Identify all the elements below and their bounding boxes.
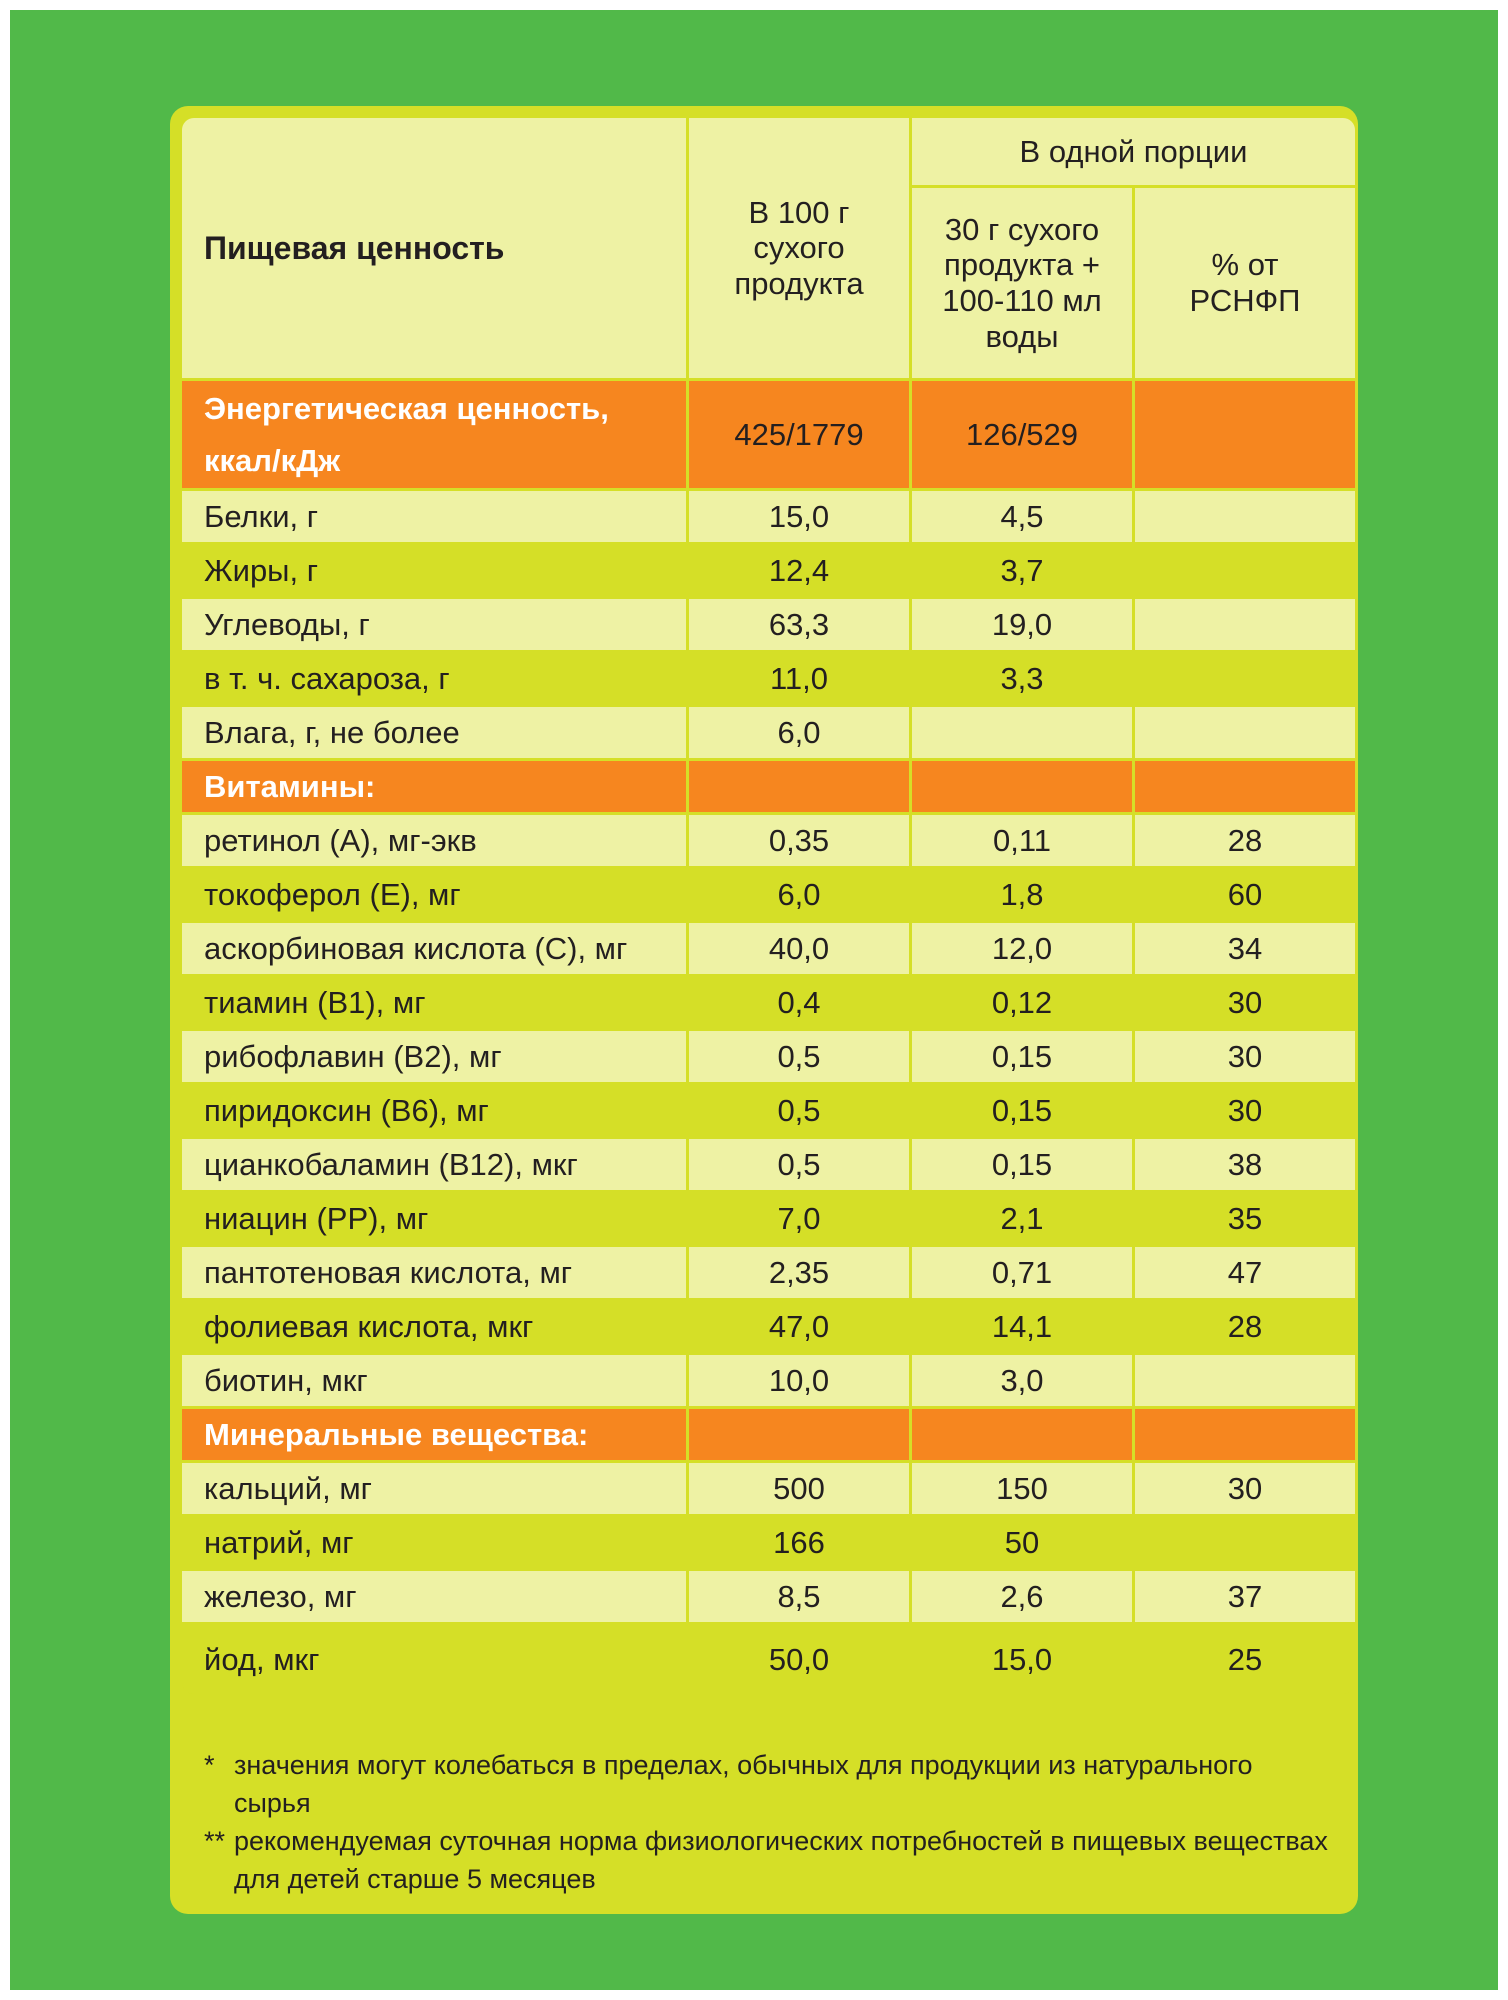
nutrient-name: ниацин (РР), мг <box>182 1193 686 1244</box>
nutrient-name: ретинол (А), мг-экв <box>182 815 686 866</box>
header-percent-rsnfp <box>1135 188 1355 378</box>
header-nutrition-value: Пищевая ценность <box>182 118 686 378</box>
value-per-100g: 50,0 <box>689 1625 909 1694</box>
value-per-100g: 47,0 <box>689 1301 909 1352</box>
value-percent-rsnfp <box>1135 1409 1355 1460</box>
footnote-mark: * <box>204 1750 215 1780</box>
value-per-100g: 0,4 <box>689 977 909 1028</box>
value-per-100g: 6,0 <box>689 707 909 758</box>
nutrient-name: фолиевая кислота, мкг <box>182 1301 686 1352</box>
value-per-portion: 3,7 <box>912 545 1132 596</box>
value-per-portion: 0,15 <box>912 1031 1132 1082</box>
section-header <box>182 761 686 812</box>
value-per-100g: 6,0 <box>689 869 909 920</box>
value-per-100g: 500 <box>689 1463 909 1514</box>
value-percent-rsnfp: 30 <box>1135 977 1355 1028</box>
value-per-portion: 150 <box>912 1463 1132 1514</box>
value-per-portion: 4,5 <box>912 491 1132 542</box>
header-line: сухого <box>753 230 845 266</box>
value-per-portion: 0,15 <box>912 1139 1132 1190</box>
value-percent-rsnfp: 25 <box>1135 1625 1355 1694</box>
value-per-portion: 0,11 <box>912 815 1132 866</box>
nutrient-name: цианкобаламин (В12), мкг <box>182 1139 686 1190</box>
value-per-portion: 15,0 <box>912 1625 1132 1694</box>
footnote-line <box>204 1822 1334 1860</box>
value-per-100g: 0,35 <box>689 815 909 866</box>
nutrient-name: пантотеновая кислота, мг <box>182 1247 686 1298</box>
header-portion-amount <box>912 188 1132 378</box>
value-per-portion: 50 <box>912 1517 1132 1568</box>
value-per-portion <box>912 1409 1132 1460</box>
value-percent-rsnfp <box>1135 381 1355 488</box>
value-percent-rsnfp: 60 <box>1135 869 1355 920</box>
section-header <box>182 381 686 488</box>
value-per-100g: 40,0 <box>689 923 909 974</box>
value-percent-rsnfp <box>1135 1355 1355 1406</box>
value-per-portion: 1,8 <box>912 869 1132 920</box>
value-percent-rsnfp <box>1135 1517 1355 1568</box>
section-title-line: Минеральные вещества: <box>204 1416 589 1452</box>
green-background <box>10 10 1498 1990</box>
value-per-100g: 8,5 <box>689 1571 909 1622</box>
value-percent-rsnfp <box>1135 707 1355 758</box>
header-line: РСНФП <box>1189 283 1301 318</box>
value-percent-rsnfp: 30 <box>1135 1085 1355 1136</box>
value-per-portion: 3,0 <box>912 1355 1132 1406</box>
value-percent-rsnfp <box>1135 599 1355 650</box>
header-line: В 100 г <box>748 194 850 230</box>
value-per-100g: 0,5 <box>689 1085 909 1136</box>
header-line: % от <box>1211 247 1279 283</box>
header-line: 100-110 мл <box>942 283 1102 318</box>
value-per-portion: 19,0 <box>912 599 1132 650</box>
value-per-100g: 425/1779 <box>689 381 909 488</box>
nutrient-name: Белки, г <box>182 491 686 542</box>
value-per-portion: 14,1 <box>912 1301 1132 1352</box>
value-per-portion: 12,0 <box>912 923 1132 974</box>
value-per-portion <box>912 707 1132 758</box>
value-per-portion: 126/529 <box>912 381 1132 488</box>
footnotes <box>204 1746 1334 1898</box>
footnote-text: для детей старше 5 месяцев <box>234 1864 596 1894</box>
nutrient-name: железо, мг <box>182 1571 686 1622</box>
section-header <box>182 1409 686 1460</box>
value-per-100g: 0,5 <box>689 1031 909 1082</box>
nutrient-name: йод, мкг <box>182 1625 686 1694</box>
value-per-portion: 0,12 <box>912 977 1132 1028</box>
value-percent-rsnfp: 28 <box>1135 1301 1355 1352</box>
value-per-100g: 166 <box>689 1517 909 1568</box>
nutrient-name: токоферол (Е), мг <box>182 869 686 920</box>
footnote-mark: ** <box>204 1826 226 1856</box>
nutrient-name: Углеводы, г <box>182 599 686 650</box>
footnote-mark <box>204 1860 234 1898</box>
value-percent-rsnfp <box>1135 653 1355 704</box>
value-percent-rsnfp: 47 <box>1135 1247 1355 1298</box>
header-line: 30 г сухого <box>944 211 1100 247</box>
value-percent-rsnfp: 37 <box>1135 1571 1355 1622</box>
footnote-line <box>204 1746 1334 1822</box>
nutrient-name: рибофлавин (В2), мг <box>182 1031 686 1082</box>
nutrient-name: натрий, мг <box>182 1517 686 1568</box>
value-percent-rsnfp <box>1135 491 1355 542</box>
value-per-100g: 15,0 <box>689 491 909 542</box>
value-per-portion <box>912 761 1132 812</box>
value-percent-rsnfp <box>1135 761 1355 812</box>
value-per-portion: 2,1 <box>912 1193 1132 1244</box>
value-percent-rsnfp: 30 <box>1135 1463 1355 1514</box>
nutrition-panel <box>170 106 1358 1914</box>
value-percent-rsnfp <box>1135 545 1355 596</box>
value-per-100g: 2,35 <box>689 1247 909 1298</box>
nutrient-name: биотин, мкг <box>182 1355 686 1406</box>
header-per-100g <box>689 118 909 378</box>
section-title-line: ккал/кДж <box>204 442 341 478</box>
value-percent-rsnfp: 35 <box>1135 1193 1355 1244</box>
header-line: продукта + <box>944 247 1100 283</box>
value-per-100g: 11,0 <box>689 653 909 704</box>
value-per-100g <box>689 761 909 812</box>
value-per-portion: 2,6 <box>912 1571 1132 1622</box>
footnote-line <box>204 1860 1334 1898</box>
nutrient-name: аскорбиновая кислота (С), мг <box>182 923 686 974</box>
nutrient-name: пиридоксин (В6), мг <box>182 1085 686 1136</box>
nutrient-name: Влага, г, не более <box>182 707 686 758</box>
value-per-portion: 0,71 <box>912 1247 1132 1298</box>
value-per-portion: 3,3 <box>912 653 1132 704</box>
nutrient-name: Жиры, г <box>182 545 686 596</box>
header-line: воды <box>985 318 1059 354</box>
nutrient-name: кальций, мг <box>182 1463 686 1514</box>
value-percent-rsnfp: 28 <box>1135 815 1355 866</box>
nutrition-table <box>182 118 1346 1694</box>
value-percent-rsnfp: 30 <box>1135 1031 1355 1082</box>
header-line: продукта <box>734 265 864 301</box>
value-per-100g: 10,0 <box>689 1355 909 1406</box>
value-percent-rsnfp: 38 <box>1135 1139 1355 1190</box>
nutrient-name: тиамин (В1), мг <box>182 977 686 1028</box>
value-per-100g <box>689 1409 909 1460</box>
value-per-100g: 63,3 <box>689 599 909 650</box>
value-per-100g: 0,5 <box>689 1139 909 1190</box>
value-per-100g: 12,4 <box>689 545 909 596</box>
value-percent-rsnfp: 34 <box>1135 923 1355 974</box>
footnote-text: значения могут колебаться в пределах, обычных для продукции из натурального сырья <box>234 1750 1253 1818</box>
value-per-100g: 7,0 <box>689 1193 909 1244</box>
value-per-portion: 0,15 <box>912 1085 1132 1136</box>
nutrient-name: в т. ч. сахароза, г <box>182 653 686 704</box>
section-title-line: Витамины: <box>204 768 376 804</box>
footnote-text: рекомендуемая суточная норма физиологических потребностей в пищевых веществах <box>234 1826 1328 1856</box>
header-per-portion: В одной порции <box>912 118 1355 185</box>
section-title-line: Энергетическая ценность, <box>204 390 609 426</box>
